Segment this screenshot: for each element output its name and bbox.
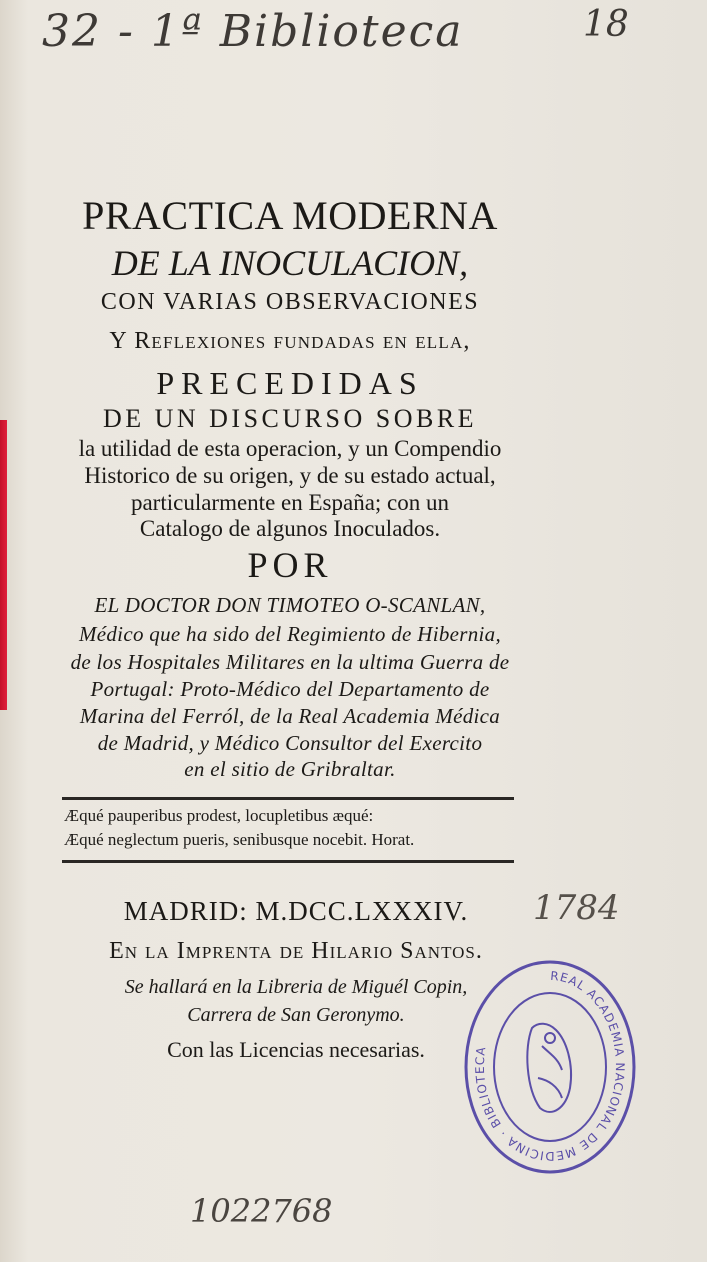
author-credential-line: de Madrid, y Médico Consultor del Exercito [97, 731, 483, 755]
title-line-reflexiones: Y Reflexiones fundadas en ella, [109, 328, 471, 354]
handwritten-shelfmark: 32 - 1ª Biblioteca [42, 6, 464, 57]
stamp-emblem-icon [527, 1024, 571, 1112]
title-body-line: Catalogo de algunos Inoculados. [139, 516, 441, 541]
author-credential-line: en el sitio de Gribraltar. [184, 757, 396, 781]
title-line-discurso: DE UN DISCURSO SOBRE [102, 404, 478, 433]
stamp-text: REAL ACADEMIA NACIONAL DE MEDICINA · BIBLIOTECA [472, 968, 628, 1164]
handwritten-year-note: 1784 [533, 888, 620, 928]
svg-text:REAL ACADEMIA NACIONAL DE MEDI [473, 969, 627, 1163]
library-stamp [462, 958, 638, 1176]
imprint-licencias: Con las Licencias necesarias. [167, 1037, 425, 1062]
title-line-precedidas: PRECEDIDAS [156, 365, 424, 401]
title-body-line: particularmente en España; con un [130, 490, 450, 515]
author-credential-line: de los Hospitales Militares en la ultima Guerra de [70, 650, 510, 674]
author-por: POR [247, 545, 333, 585]
author-credential-line: Médico que ha sido del Regimiento de Hibernia, [78, 622, 502, 646]
subtitle: DE LA INOCULACION, [111, 243, 469, 283]
epigraph-top-rule [62, 797, 514, 800]
author-credential-line: Portugal: Proto-Médico del Departamento de [90, 677, 490, 701]
handwritten-inventory-number: 1022768 [190, 1192, 333, 1230]
imprint-printer: En la Imprenta de Hilario Santos. [109, 938, 483, 964]
epigraph-line: Æqué neglectum pueris, senibusque nocebit. Horat. [64, 830, 415, 849]
title-line-observaciones: CON VARIAS OBSERVACIONES [100, 289, 480, 315]
epigraph-line: Æqué pauperibus prodest, locupletibus æqué: [64, 806, 374, 825]
handwritten-folio-number: 18 [583, 4, 629, 45]
author-name: EL DOCTOR DON TIMOTEO O-SCANLAN, [94, 593, 486, 617]
imprint-place-date: MADRID: M.DCC.LXXXIV. [123, 896, 469, 926]
title-body-line: Historico de su origen, y de su estado actual, [84, 463, 496, 488]
main-title: PRACTICA MODERNA [82, 193, 498, 238]
imprint-bookseller: Se hallará en la Libreria de Miguél Copin, [124, 976, 468, 998]
title-body-line: la utilidad de esta operacion, y un Compendio [78, 436, 502, 461]
epigraph-bottom-rule [62, 860, 514, 863]
imprint-address: Carrera de San Geronymo. [187, 1004, 405, 1026]
author-credential-line: Marina del Ferról, de la Real Academia Médica [79, 704, 501, 728]
